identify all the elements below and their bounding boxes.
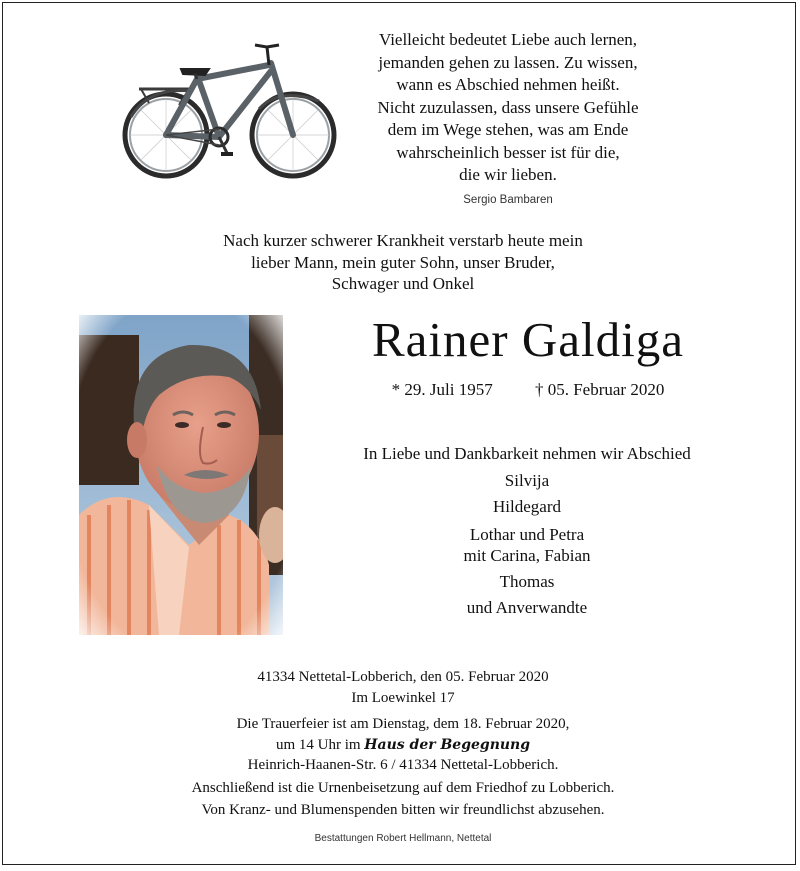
mourner-name: Silvija — [504, 470, 550, 490]
mourner-name: Hildegard — [493, 497, 561, 516]
intro-line: Nach kurzer schwerer Krankheit verstarb heute mein — [223, 231, 583, 250]
mourner-name: und Anverwandte — [466, 598, 588, 617]
funeral-time-line — [143, 735, 663, 756]
mourner-family — [303, 521, 751, 569]
obituary-card — [2, 2, 796, 865]
quote-line: dem im Wege stehen, was am Ende — [387, 120, 629, 139]
death-date: † 05. Februar 2020 — [534, 380, 665, 399]
funeral-time: um 14 Uhr im — [275, 736, 361, 753]
bicycle-image — [119, 39, 339, 181]
venue-name: Haus der Begegnung — [364, 736, 531, 753]
flowers-note: Von Kranz- und Blumenspenden bitten wir freundlichst abzusehen. — [201, 802, 605, 818]
quote-line: wann es Abschied nehmen heißt. — [396, 75, 620, 94]
mourners-block — [303, 441, 751, 622]
intro-line: Schwager und Onkel — [331, 274, 475, 293]
life-dates — [333, 380, 723, 400]
quote-line: Vielleicht bedeutet Liebe auch lernen, — [378, 30, 638, 49]
quote-block — [348, 29, 668, 213]
intro-line: lieber Mann, mein guter Sohn, unser Bruder, — [251, 252, 555, 272]
mourner-name: Lothar und Petra — [469, 524, 585, 544]
mourner-name: mit Carina, Fabian — [463, 545, 591, 565]
funeral-line: Die Trauerfeier ist am Dienstag, dem 18. Februar 2020, — [236, 716, 570, 732]
funeral-home: Bestattungen Robert Hellmann, Nettetal — [314, 833, 492, 844]
quote-line: die wir lieben. — [459, 165, 557, 184]
quote-author: Sergio Bambaren — [463, 193, 553, 206]
mourner-name: Thomas — [499, 571, 555, 591]
quote-line: Nicht zuzulassen, dass unsere Gefühle — [377, 97, 639, 117]
urn-burial: Anschließend ist die Urnenbeisetzung auf dem Friedhof zu Lobberich. — [191, 779, 615, 796]
place-date: 41334 Nettetal-Lobberich, den 05. Februar 2020 — [257, 669, 549, 685]
quote-line: wahrscheinlich besser ist für die, — [396, 142, 620, 162]
quote-line: jemanden gehen zu lassen. Zu wissen, — [378, 52, 638, 72]
deceased-name: Rainer Galdiga — [372, 312, 684, 367]
street-address: Im Loewinkel 17 — [351, 689, 455, 706]
intro-text — [163, 230, 643, 295]
birth-date: * 29. Juli 1957 — [391, 380, 493, 399]
mourners-intro: In Liebe und Dankbarkeit nehmen wir Abschied — [363, 444, 691, 463]
details-block — [143, 667, 663, 821]
portrait-photo — [79, 315, 283, 635]
venue-address: Heinrich-Haanen-Str. 6 / 41334 Nettetal-Lobberich. — [247, 757, 559, 773]
